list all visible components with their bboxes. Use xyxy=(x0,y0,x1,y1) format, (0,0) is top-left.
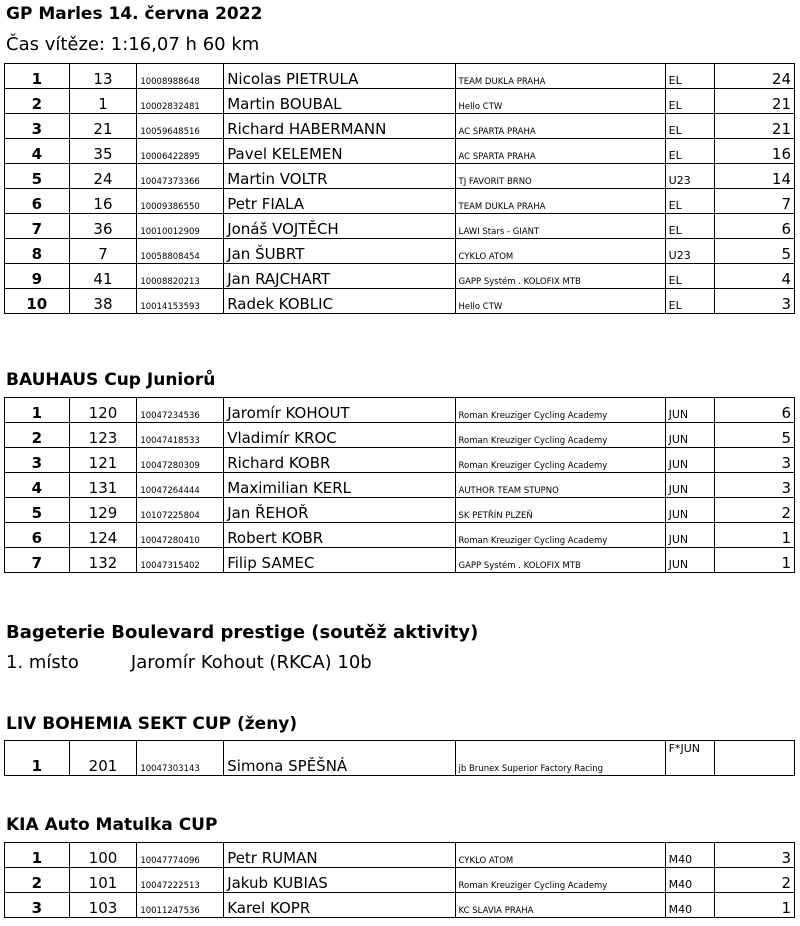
table-row xyxy=(5,114,795,139)
juniors-results-table xyxy=(4,397,795,573)
cell-name: Richard KOBR xyxy=(224,448,455,473)
cell-points: 2 xyxy=(715,868,795,893)
cell-team: TJ FAVORIT BRNO xyxy=(455,164,665,189)
cell-team: Roman Kreuziger Cycling Academy xyxy=(455,523,665,548)
cell-category: EL xyxy=(665,264,715,289)
cell-team: AC SPARTA PRAHA xyxy=(455,139,665,164)
cell-points: 4 xyxy=(715,264,795,289)
cell-number: 1 xyxy=(69,89,137,114)
cell-name: Martin BOUBAL xyxy=(224,89,455,114)
cell-license: 10047234536 xyxy=(137,398,224,423)
cell-category: EL xyxy=(665,189,715,214)
cell-license: 10011247536 xyxy=(137,893,224,918)
cell-team: Roman Kreuziger Cycling Academy xyxy=(455,398,665,423)
cell-team: Roman Kreuziger Cycling Academy xyxy=(455,423,665,448)
cell-place: 3 xyxy=(5,448,70,473)
cell-license: 10002832481 xyxy=(137,89,224,114)
cell-points: 3 xyxy=(715,473,795,498)
cell-name: Vladimír KROC xyxy=(224,423,455,448)
cell-number: 124 xyxy=(69,523,137,548)
cell-points: 16 xyxy=(715,139,795,164)
cell-team: TEAM DUKLA PRAHA xyxy=(455,64,665,89)
cell-category: JUN xyxy=(665,423,715,448)
masters-title: KIA Auto Matulka CUP xyxy=(6,815,218,835)
table-row xyxy=(5,423,795,448)
cell-team: jb Brunex Superior Factory Racing xyxy=(455,741,665,776)
cell-place: 9 xyxy=(5,264,70,289)
cell-number: 100 xyxy=(69,843,137,868)
cell-team: AUTHOR TEAM STUPNO xyxy=(455,473,665,498)
cell-place: 5 xyxy=(5,498,70,523)
cell-name: Jaromír KOHOUT xyxy=(224,398,455,423)
cell-license: 10008988648 xyxy=(137,64,224,89)
table-row xyxy=(5,498,795,523)
activity-place: 1. místo xyxy=(6,652,79,673)
table-row xyxy=(5,473,795,498)
cell-category: JUN xyxy=(665,473,715,498)
cell-name: Jakub KUBIAS xyxy=(224,868,455,893)
cell-category: EL xyxy=(665,89,715,114)
cell-points: 2 xyxy=(715,498,795,523)
cell-category: U23 xyxy=(665,239,715,264)
cell-name: Nicolas PIETRULA xyxy=(224,64,455,89)
table-row xyxy=(5,214,795,239)
cell-license: 10008820213 xyxy=(137,264,224,289)
cell-team: Roman Kreuziger Cycling Academy xyxy=(455,868,665,893)
cell-number: 24 xyxy=(69,164,137,189)
activity-result xyxy=(6,652,372,673)
cell-points: 1 xyxy=(715,893,795,918)
cell-number: 131 xyxy=(69,473,137,498)
table-row xyxy=(5,289,795,314)
cell-category: JUN xyxy=(665,398,715,423)
table-row xyxy=(5,89,795,114)
cell-license: 10047264444 xyxy=(137,473,224,498)
cell-category: M40 xyxy=(665,843,715,868)
cell-name: Richard HABERMANN xyxy=(224,114,455,139)
cell-place: 7 xyxy=(5,548,70,573)
cell-place: 2 xyxy=(5,423,70,448)
cell-team: SK PETŘÍN PLZEŇ xyxy=(455,498,665,523)
cell-place: 1 xyxy=(5,64,70,89)
page-title: GP Marles 14. června 2022 xyxy=(6,4,263,24)
table-row xyxy=(5,548,795,573)
cell-place: 10 xyxy=(5,289,70,314)
cell-points: 24 xyxy=(715,64,795,89)
cell-points: 5 xyxy=(715,239,795,264)
cell-category: JUN xyxy=(665,448,715,473)
cell-number: 201 xyxy=(69,741,137,776)
cell-number: 38 xyxy=(69,289,137,314)
cell-name: Jan ŘEHOŘ xyxy=(224,498,455,523)
cell-points: 1 xyxy=(715,523,795,548)
cell-team: TEAM DUKLA PRAHA xyxy=(455,189,665,214)
table-row xyxy=(5,868,795,893)
cell-place: 1 xyxy=(5,741,70,776)
cell-license: 10047315402 xyxy=(137,548,224,573)
cell-points: 6 xyxy=(715,214,795,239)
cell-points: 14 xyxy=(715,164,795,189)
cell-license: 10047280309 xyxy=(137,448,224,473)
cell-points: 3 xyxy=(715,289,795,314)
cell-number: 13 xyxy=(69,64,137,89)
cell-place: 5 xyxy=(5,164,70,189)
activity-winner: Jaromír Kohout (RKCA) 10b xyxy=(130,652,372,673)
cell-points: 3 xyxy=(715,448,795,473)
cell-points xyxy=(715,741,795,776)
cell-category: EL xyxy=(665,64,715,89)
cell-number: 123 xyxy=(69,423,137,448)
cell-number: 101 xyxy=(69,868,137,893)
cell-team: CYKLO ATOM xyxy=(455,843,665,868)
table-row xyxy=(5,523,795,548)
cell-place: 6 xyxy=(5,189,70,214)
table-row xyxy=(5,448,795,473)
cell-place: 6 xyxy=(5,523,70,548)
cell-category: U23 xyxy=(665,164,715,189)
table-row xyxy=(5,239,795,264)
cell-number: 7 xyxy=(69,239,137,264)
cell-license: 10107225804 xyxy=(137,498,224,523)
cell-category: EL xyxy=(665,139,715,164)
cell-points: 6 xyxy=(715,398,795,423)
cell-team: CYKLO ATOM xyxy=(455,239,665,264)
cell-team: KC SLAVIA PRAHA xyxy=(455,893,665,918)
cell-license: 10014153593 xyxy=(137,289,224,314)
table-row xyxy=(5,398,795,423)
masters-results-table xyxy=(4,842,795,918)
cell-number: 35 xyxy=(69,139,137,164)
cell-place: 7 xyxy=(5,214,70,239)
cell-team: Hello CTW xyxy=(455,89,665,114)
cell-team: Hello CTW xyxy=(455,289,665,314)
cell-license: 10058808454 xyxy=(137,239,224,264)
table-row xyxy=(5,893,795,918)
cell-category: JUN xyxy=(665,548,715,573)
cell-place: 3 xyxy=(5,893,70,918)
table-row xyxy=(5,139,795,164)
cell-number: 103 xyxy=(69,893,137,918)
cell-place: 3 xyxy=(5,114,70,139)
cell-name: Simona SPĚŠNÁ xyxy=(224,741,455,776)
cell-category: F*JUN xyxy=(665,741,715,776)
cell-name: Radek KOBLIC xyxy=(224,289,455,314)
cell-license: 10010012909 xyxy=(137,214,224,239)
cell-points: 3 xyxy=(715,843,795,868)
cell-place: 2 xyxy=(5,868,70,893)
cell-points: 7 xyxy=(715,189,795,214)
cell-category: JUN xyxy=(665,498,715,523)
cell-points: 5 xyxy=(715,423,795,448)
cell-category: M40 xyxy=(665,893,715,918)
cell-license: 10006422895 xyxy=(137,139,224,164)
winner-time: Čas vítěze: 1:16,07 h 60 km xyxy=(6,34,260,55)
cell-license: 10047222513 xyxy=(137,868,224,893)
cell-number: 36 xyxy=(69,214,137,239)
cell-license: 10047774096 xyxy=(137,843,224,868)
main-results-table xyxy=(4,63,795,314)
cell-number: 120 xyxy=(69,398,137,423)
cell-place: 8 xyxy=(5,239,70,264)
table-row xyxy=(5,164,795,189)
cell-place: 1 xyxy=(5,398,70,423)
table-row xyxy=(5,741,795,776)
cell-name: Maximilian KERL xyxy=(224,473,455,498)
cell-name: Karel KOPR xyxy=(224,893,455,918)
cell-place: 4 xyxy=(5,139,70,164)
cell-number: 129 xyxy=(69,498,137,523)
cell-number: 41 xyxy=(69,264,137,289)
cell-place: 1 xyxy=(5,843,70,868)
table-row xyxy=(5,264,795,289)
cell-place: 2 xyxy=(5,89,70,114)
cell-points: 1 xyxy=(715,548,795,573)
cell-name: Martin VOLTR xyxy=(224,164,455,189)
cell-team: AC SPARTA PRAHA xyxy=(455,114,665,139)
women-title: LIV BOHEMIA SEKT CUP (ženy) xyxy=(6,714,298,734)
cell-name: Jonáš VOJTĚCH xyxy=(224,214,455,239)
cell-license: 10047373366 xyxy=(137,164,224,189)
cell-team: Roman Kreuziger Cycling Academy xyxy=(455,448,665,473)
cell-license: 10009386550 xyxy=(137,189,224,214)
cell-category: EL xyxy=(665,114,715,139)
table-row xyxy=(5,64,795,89)
cell-license: 10059648516 xyxy=(137,114,224,139)
cell-name: Petr FIALA xyxy=(224,189,455,214)
cell-name: Jan ŠUBRT xyxy=(224,239,455,264)
cell-number: 121 xyxy=(69,448,137,473)
cell-team: LAWI Stars - GIANT xyxy=(455,214,665,239)
cell-points: 21 xyxy=(715,89,795,114)
cell-name: Robert KOBR xyxy=(224,523,455,548)
cell-category: JUN xyxy=(665,523,715,548)
cell-license: 10047280410 xyxy=(137,523,224,548)
cell-name: Pavel KELEMEN xyxy=(224,139,455,164)
cell-license: 10047418533 xyxy=(137,423,224,448)
women-results-table xyxy=(4,740,795,776)
cell-name: Filip SAMEC xyxy=(224,548,455,573)
table-row xyxy=(5,189,795,214)
table-row xyxy=(5,843,795,868)
cell-name: Petr RUMAN xyxy=(224,843,455,868)
cell-name: Jan RAJCHART xyxy=(224,264,455,289)
cell-number: 16 xyxy=(69,189,137,214)
activity-title: Bageterie Boulevard prestige (soutěž aktivity) xyxy=(6,622,479,643)
cell-category: M40 xyxy=(665,868,715,893)
cell-number: 21 xyxy=(69,114,137,139)
cell-category: EL xyxy=(665,214,715,239)
cell-team: GAPP Systém . KOLOFIX MTB xyxy=(455,264,665,289)
juniors-title: BAUHAUS Cup Juniorů xyxy=(6,370,216,390)
cell-license: 10047303143 xyxy=(137,741,224,776)
cell-number: 132 xyxy=(69,548,137,573)
cell-points: 21 xyxy=(715,114,795,139)
cell-category: EL xyxy=(665,289,715,314)
cell-place: 4 xyxy=(5,473,70,498)
cell-team: GAPP Systém . KOLOFIX MTB xyxy=(455,548,665,573)
